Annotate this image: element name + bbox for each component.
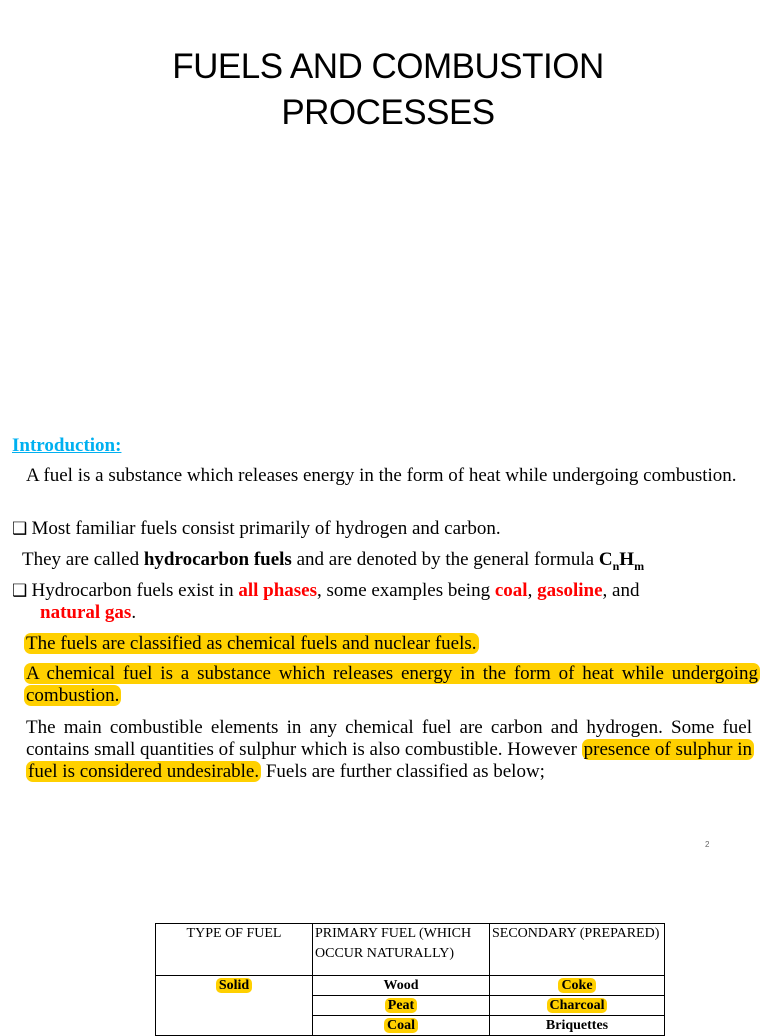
primary-coal: Coal <box>384 1018 418 1033</box>
phases-mid: , some examples being <box>317 580 495 601</box>
formula-sub-n: n <box>612 558 620 573</box>
type-cell <box>156 976 313 1036</box>
table-row <box>156 976 665 996</box>
bullet-text: Most familiar fuels consist primarily of hydrogen and carbon. <box>31 518 501 539</box>
all-phases: all phases <box>238 580 318 601</box>
checkbox-bullet-icon: ❑ <box>12 581 28 600</box>
chemical-definition <box>24 663 760 707</box>
classified-highlight: The fuels are classified as chemical fuels and nuclear fuels. <box>26 633 477 654</box>
header-secondary: SECONDARY (PREPARED) <box>490 924 665 976</box>
secondary-cell <box>490 976 665 996</box>
header-primary: PRIMARY FUEL (WHICH OCCUR NATURALLY) <box>313 924 490 976</box>
coal-word: coal <box>494 580 528 601</box>
primary-cell <box>313 1016 490 1036</box>
formula-c: C <box>598 549 613 570</box>
hydrocarbon-post: and are denoted by the general formula <box>291 549 599 570</box>
introduction-heading: Introduction: <box>12 435 122 456</box>
formula <box>598 549 645 573</box>
natural-gas-word: natural gas <box>40 602 132 623</box>
main-pre: The main combustible elements in any chemical fuel are carbon and hydrogen. Some fuel contains small quantities of sulphur which is also combustible. However <box>26 717 752 760</box>
main-post: Fuels are further classified as below; <box>261 761 545 782</box>
title-line-1: FUELS AND COMBUSTION <box>172 47 604 86</box>
phases-line-2 <box>12 602 752 624</box>
main-paragraph <box>26 717 752 783</box>
phases-end: . <box>131 602 137 623</box>
bullet-hydrocarbon-phases <box>12 580 752 624</box>
primary-wood: Wood <box>383 978 419 993</box>
primary-cell <box>313 996 490 1016</box>
phases-comma: , <box>527 580 538 601</box>
fuel-definition: A fuel is a substance which releases energy in the form of heat while undergoing combustion. <box>26 465 737 486</box>
formula-sub-m: m <box>634 558 645 573</box>
gasoline-word: gasoline <box>537 580 603 601</box>
checkbox-bullet-icon: ❑ <box>12 519 28 538</box>
primary-peat: Peat <box>385 998 417 1013</box>
title-line-2: PROCESSES <box>281 93 495 132</box>
fuel-classification-table <box>155 923 665 1036</box>
chemical-highlight: A chemical fuel is a substance which releases energy in the form of heat while undergoing combustion. <box>26 663 758 706</box>
secondary-charcoal: Charcoal <box>547 998 608 1013</box>
formula-h: H <box>619 549 635 570</box>
page-title <box>0 44 768 136</box>
phases-and: , and <box>602 580 640 601</box>
hydrocarbon-line <box>22 549 762 577</box>
type-solid: Solid <box>216 978 252 993</box>
classified-line <box>24 633 479 655</box>
bullet-familiar-fuels <box>12 518 501 540</box>
secondary-cell <box>490 1016 665 1036</box>
secondary-coke: Coke <box>558 978 595 993</box>
phases-text <box>32 580 640 601</box>
secondary-cell <box>490 996 665 1016</box>
hydrocarbon-pre: They are called <box>22 549 144 570</box>
main-highlight: presence of sulphur in fuel is considered undesirable. <box>28 739 752 782</box>
header-type: TYPE OF FUEL <box>156 924 313 976</box>
table-header-row <box>156 924 665 976</box>
page-number: 2 <box>705 840 710 849</box>
hydrocarbon-bold: hydrocarbon fuels <box>143 549 292 570</box>
primary-cell <box>313 976 490 996</box>
phases-pre: Hydrocarbon fuels exist in <box>31 580 239 601</box>
secondary-briquettes: Briquettes <box>545 1018 609 1033</box>
